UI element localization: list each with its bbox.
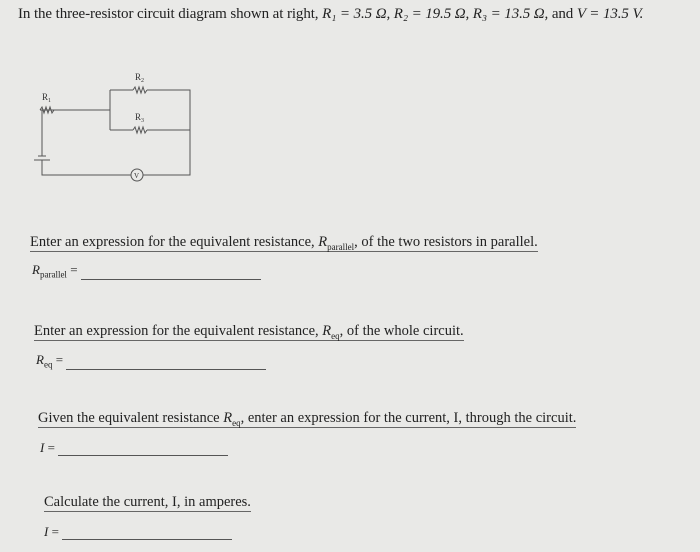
answer-input-3[interactable] [58,455,228,456]
answer-input-4[interactable] [62,539,232,540]
answer-input-2[interactable] [66,369,266,370]
question-3: Given the equivalent resistance $R_{eq}$, enter an expression for the current, I, through the circuit. [38,410,577,428]
wire [143,130,190,175]
intro-prefix: In the three-resistor circuit diagram shown at right, [18,6,323,22]
label-r3: $R_3$ [135,112,145,124]
resistor-r2 [133,87,147,93]
question-4: Calculate the current, I, in amperes. [44,494,251,510]
answer-row-1: $R_{parallel}$ = [32,262,261,280]
label-r1: $R_1$ [42,92,52,104]
problem-statement [18,6,643,23]
answer-row-4: I = [44,524,232,540]
answer-input-1[interactable] [81,279,261,280]
circuit-diagram [20,68,210,188]
answer-row-3: I = [40,440,228,456]
wire [147,90,190,130]
voltage-value: V = 13.5 V. [576,6,644,22]
question-1: Enter an expression for the equivalent resistance, $R_{parallel}$, of the two resistors in parallel. [30,234,538,252]
r1-value: R₁ = 3.5 Ω, [322,6,394,22]
answer-row-2: $R_{eq}$ = [36,352,266,370]
question-2: Enter an expression for the equivalent resistance, $R_{eq}$, of the whole circuit. [34,323,464,341]
intro-and: and [551,6,577,22]
wire [42,160,131,175]
r2-value: R₂ = 19.5 Ω, [393,6,473,22]
voltmeter-label: V [134,172,140,180]
label-r2: $R_2$ [135,72,145,84]
r3-value: R₃ = 13.5 Ω, [472,6,552,22]
resistor-r3 [133,127,147,133]
